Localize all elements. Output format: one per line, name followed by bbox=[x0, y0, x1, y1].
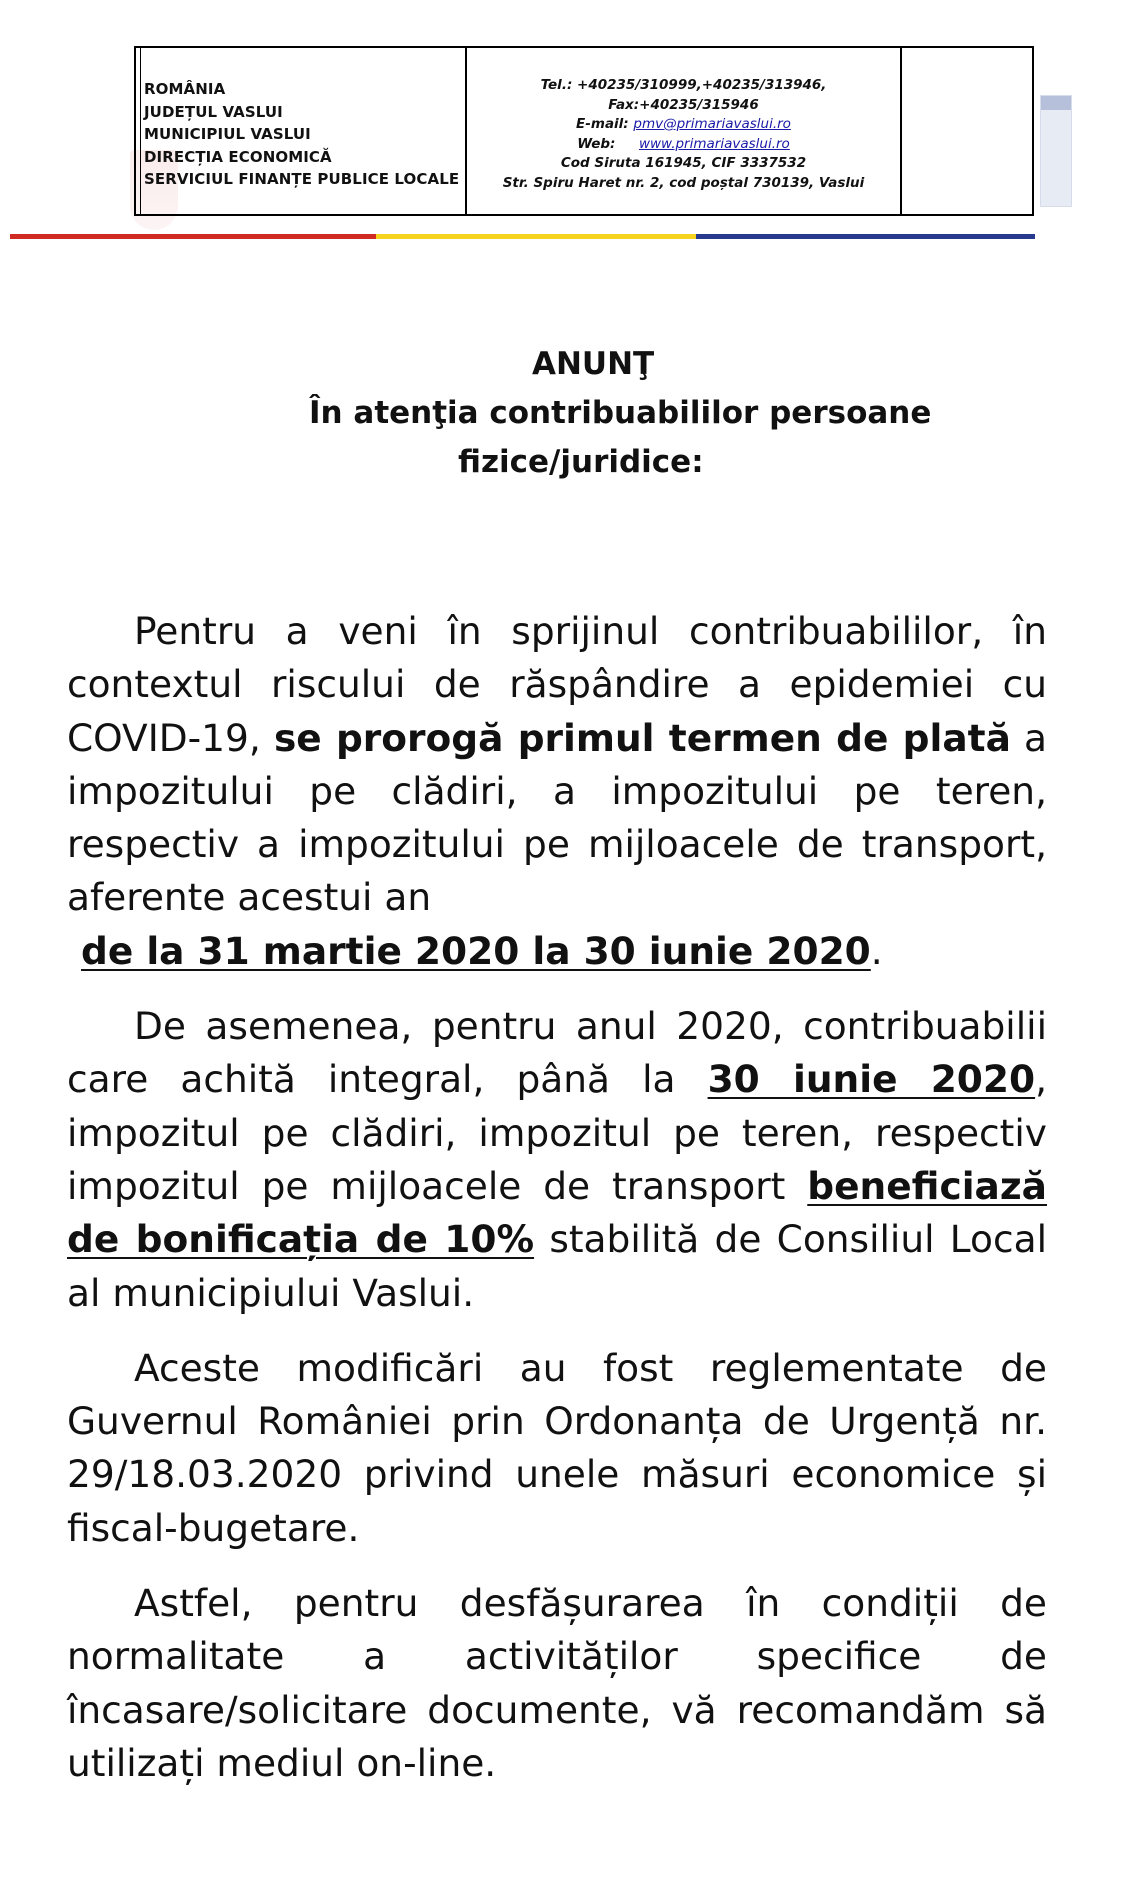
contact-tel: Tel.: +40235/310999,+40235/313946, bbox=[540, 77, 827, 93]
p1-text-c: a impozitului pe clădiri, a impozitului pe teren, respectiv a impozitului pe mijloacele de transport, aferente acestui an bbox=[67, 715, 1047, 920]
contact-web-label: Web: bbox=[577, 135, 616, 152]
announcement-body bbox=[67, 605, 1047, 1812]
p2-text-a: De asemenea, pentru anul 2020, contribuabilii care achită integral, până la bbox=[67, 1004, 1047, 1102]
contact-fax: Fax:+40235/315946 bbox=[608, 96, 759, 113]
contact-address: Str. Spiru Haret nr. 2, cod poștal 730139, Vaslui bbox=[502, 174, 865, 191]
municipality-logo-watermark bbox=[1040, 95, 1072, 207]
p2-deadline-date: 30 iunie 2020 bbox=[707, 1057, 1036, 1102]
contact-cod: Cod Siruta 161945, CIF 3337532 bbox=[560, 155, 807, 171]
p1-deadline-dates: de la 31 martie 2020 la 30 iunie 2020 bbox=[81, 928, 871, 973]
tricolor-blue bbox=[696, 234, 1035, 239]
institution-line-country: ROMÂNIA bbox=[144, 80, 226, 98]
empty-cell bbox=[902, 48, 1032, 214]
p1-period: . bbox=[870, 928, 883, 973]
p1-deadline-line bbox=[67, 925, 1047, 978]
title-line-2: fizice/juridice: bbox=[458, 444, 704, 480]
p1-text-a: Pentru a veni în sprijinul contribuabililor, în contextul riscului de răspândire a epidemiei cu COVID-19, bbox=[67, 609, 1047, 760]
paragraph-4: Astfel, pentru desfășurarea în condiții de normalitate a activităților specifice de încasare/solicitare documente, vă recomandăm să utilizați mediul on-line. bbox=[67, 1581, 1047, 1785]
tricolor-yellow bbox=[376, 234, 696, 239]
institution-line-directorate: DIRECȚIA ECONOMICĂ bbox=[144, 147, 332, 166]
letterhead bbox=[0, 0, 1125, 250]
title-heading: ANUNŢ bbox=[532, 346, 655, 382]
institution-line-municipality: MUNICIPIUL VASLUI bbox=[144, 125, 311, 143]
title-line-1: În atenţia contribuabililor persoane bbox=[309, 395, 932, 431]
p2-bonus-statement: beneficiază de bonificația de 10% bbox=[67, 1163, 1047, 1262]
tricolor-divider bbox=[10, 234, 1035, 239]
contact-block bbox=[467, 48, 902, 214]
web-link[interactable]: www.primariavaslui.ro bbox=[638, 135, 790, 152]
contact-web-row bbox=[467, 135, 900, 155]
institution-block bbox=[136, 48, 467, 214]
tricolor-red bbox=[10, 234, 376, 239]
p2-text-c: , impozitul pe clădiri, impozitul pe teren, respectiv impozitul pe mijloacele de transport bbox=[67, 1057, 1048, 1208]
paragraph-2 bbox=[67, 1000, 1047, 1320]
p1-bold-prorogation: se prorogă primul termen de plată bbox=[273, 715, 1011, 760]
paragraph-3: Aceste modificări au fost reglementate de Guvernul României prin Ordonanța de Urgență nr. 29/18.03.2020 privind unele măsuri economice și fiscal-bugetare. bbox=[67, 1345, 1047, 1550]
p2-text-e: stabilită de Consiliul Local al municipiului Vaslui. bbox=[67, 1217, 1047, 1315]
contact-email-label: E-mail: bbox=[576, 116, 629, 132]
email-link[interactable]: pmv@primariavaslui.ro bbox=[633, 116, 791, 132]
institution-line-service: SERVICIUL FINANȚE PUBLICE LOCALE bbox=[144, 170, 460, 188]
paragraph-1 bbox=[67, 605, 1047, 978]
contact-email-row bbox=[467, 115, 900, 135]
letterhead-table bbox=[134, 46, 1034, 216]
institution-line-county: JUDEȚUL VASLUI bbox=[144, 102, 283, 121]
